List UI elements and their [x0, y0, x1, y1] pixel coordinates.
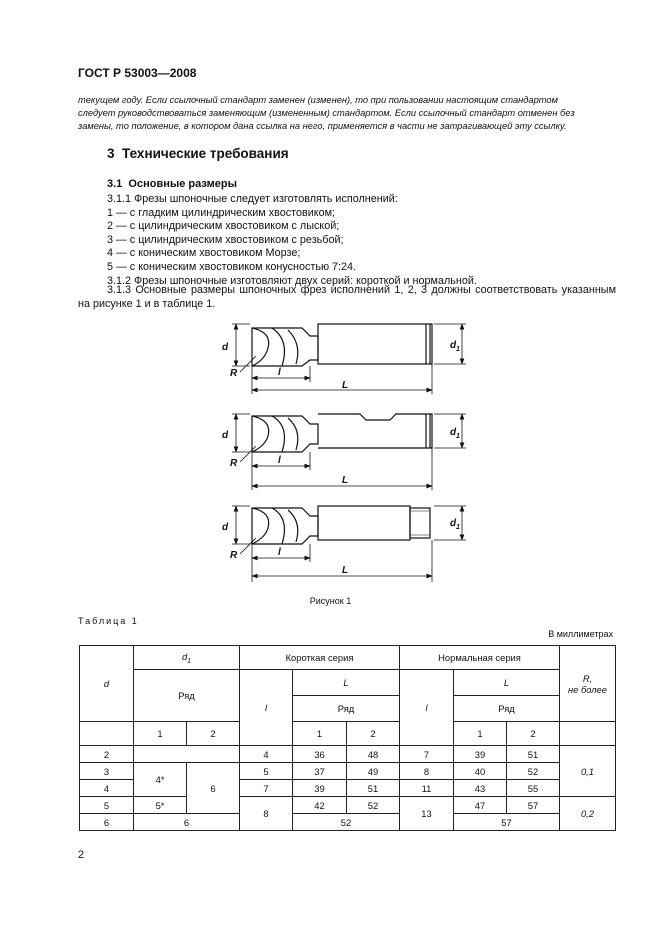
section-title — [107, 146, 289, 161]
cell-L1-normal: 43 — [454, 780, 507, 797]
cell-l-short: 8 — [240, 797, 293, 831]
section-number: 3 — [107, 146, 115, 161]
subsection-title — [107, 178, 237, 190]
intro-italic-text — [78, 94, 616, 132]
label-d1: d — [450, 340, 457, 351]
section-title-text: Технические требования — [122, 146, 289, 161]
cell-d1-row1: 4* — [134, 763, 187, 797]
clause-line: 5 — с коническим хвостовиком конусностью 7:24. — [107, 260, 357, 273]
cell-d1-row2: 6 — [187, 763, 240, 814]
cell-L2-short: 51 — [347, 780, 400, 797]
cell-l-normal: 11 — [400, 780, 454, 797]
cell-L2-short: 52 — [347, 797, 400, 814]
clause-line: 3.1.2 Фрезы шпоночные изготовляют двух серий: короткой и нормальной. — [107, 274, 477, 287]
document-header: ГОСТ Р 53003—2008 — [78, 66, 197, 80]
cell-L1-short: 42 — [293, 797, 347, 814]
intro-line: замены, то положение, в котором дана ссылка на него, применяется в части не затрагивающей эту ссылку. — [78, 120, 567, 131]
cell-L2-short: 48 — [347, 746, 400, 763]
cell-L2-normal: 57 — [507, 797, 560, 814]
label-d1: d — [450, 427, 457, 438]
head-L-short-ryad: Ряд — [293, 696, 400, 722]
label-d: d — [222, 342, 229, 353]
cell-L-normal: 57 — [454, 814, 560, 831]
head-col2: 2 — [187, 722, 240, 746]
clause-list — [107, 193, 477, 288]
head-L-short: L — [293, 670, 400, 696]
label-l: l — [278, 547, 281, 558]
cell-L1-short: 39 — [293, 780, 347, 797]
label-d: d — [222, 522, 229, 533]
cell-d: 3 — [80, 763, 134, 780]
head-col2: 2 — [347, 722, 400, 746]
label-l: l — [278, 367, 281, 378]
head-col1: 1 — [134, 722, 187, 746]
empty-cell — [560, 722, 616, 746]
cell-l-short: 4 — [240, 746, 293, 763]
head-col1: 1 — [454, 722, 507, 746]
clause-line: 2 — с цилиндрическим хвостовиком с лыской; — [107, 220, 340, 233]
cell-L1-short: 36 — [293, 746, 347, 763]
cell-R: 0,2 — [560, 797, 616, 831]
clause-line: 4 — с коническим хвостовиком Морзе; — [107, 247, 301, 260]
clause-line: 1 — с гладким цилиндрическим хвостовиком; — [107, 206, 336, 219]
label-d1: d — [450, 518, 457, 529]
head-l-normal: l — [400, 670, 454, 746]
label-d1-sub: 1 — [456, 346, 460, 353]
label-R: R — [230, 458, 238, 469]
cell-L2-normal: 52 — [507, 763, 560, 780]
clause-line: 3.1.1 Фрезы шпоночные следует изготовлять исполнений: — [107, 193, 398, 205]
cell-L2-normal: 51 — [507, 746, 560, 763]
head-d: d — [80, 646, 134, 722]
head-d1: $d_1$ — [134, 646, 240, 670]
table-name: Таблица 1 — [78, 616, 139, 626]
clause-313: 3.1.3 Основные размеры шпоночных фрез исполнений 1, 2, 3 должны соответствовать указанным на рисунке 1 и в таблице 1. — [78, 284, 616, 310]
cell-R: 0,1 — [560, 746, 616, 797]
head-d1-ryad: Ряд — [134, 670, 240, 722]
empty-cell — [80, 722, 134, 746]
label-L: L — [342, 565, 349, 576]
cell-d: 2 — [80, 746, 134, 763]
clause-line: 3 — с цилиндрическим хвостовиком с резьбой; — [107, 233, 344, 246]
page-number: 2 — [78, 849, 85, 861]
cell-d: 6 — [80, 814, 134, 831]
cutter-variant-2 — [232, 414, 466, 490]
label-d: d — [222, 430, 229, 441]
cell-d1-row1: 5* — [134, 797, 187, 814]
head-L-normal-ryad: Ряд — [454, 696, 560, 722]
cell-l-normal: 7 — [400, 746, 454, 763]
cell-L2-short: 49 — [347, 763, 400, 780]
empty-cell — [134, 746, 240, 763]
cutter-variant-3 — [232, 506, 466, 582]
subsection-number: 3.1 — [107, 178, 123, 190]
cell-L1-short: 37 — [293, 763, 347, 780]
head-R: R, не более — [560, 646, 616, 722]
table-row — [80, 814, 616, 831]
intro-line: текущем году. Если ссылочный стандарт заменен (изменен), то при пользовании настоящим стандартом — [78, 95, 558, 105]
label-L: L — [342, 380, 349, 391]
figure-caption: Рисунок 1 — [309, 596, 352, 606]
cell-l-short: 5 — [240, 763, 293, 780]
label-R: R — [230, 550, 238, 561]
table-row — [80, 797, 616, 814]
table-row — [80, 746, 616, 763]
cutter-variant-1 — [232, 324, 466, 394]
label-L: L — [342, 475, 349, 486]
cell-d: 5 — [80, 797, 134, 814]
intro-line: следует руководствоваться заменяющим (измененным) стандартом. Если ссылочный стандарт отменен без — [78, 107, 575, 118]
cell-d: 4 — [80, 780, 134, 797]
label-d1-sub: 1 — [456, 524, 460, 531]
cell-l-normal: 13 — [400, 797, 454, 831]
cell-L-short: 52 — [293, 814, 400, 831]
cell-L1-normal: 40 — [454, 763, 507, 780]
head-col2: 2 — [507, 722, 560, 746]
head-L-normal: L — [454, 670, 560, 696]
head-col1: 1 — [293, 722, 347, 746]
cell-l-short: 7 — [240, 780, 293, 797]
table-units: В миллиметрах — [548, 629, 613, 639]
head-normal-series: Нормальная серия — [400, 646, 560, 670]
cell-L1-normal: 47 — [454, 797, 507, 814]
table-row — [80, 763, 616, 780]
label-l: l — [278, 455, 281, 466]
subsection-title-text: Основные размеры — [128, 178, 237, 190]
label-R: R — [230, 368, 238, 379]
dimensions-table — [79, 645, 616, 831]
cell-d1: 6 — [134, 814, 240, 831]
head-l-short: l — [240, 670, 293, 746]
cell-l-normal: 8 — [400, 763, 454, 780]
cell-L1-normal: 39 — [454, 746, 507, 763]
cell-L2-normal: 55 — [507, 780, 560, 797]
head-short-series: Короткая серия — [240, 646, 400, 670]
label-d1-sub: 1 — [456, 433, 460, 440]
figure-1-drawing — [210, 318, 480, 590]
